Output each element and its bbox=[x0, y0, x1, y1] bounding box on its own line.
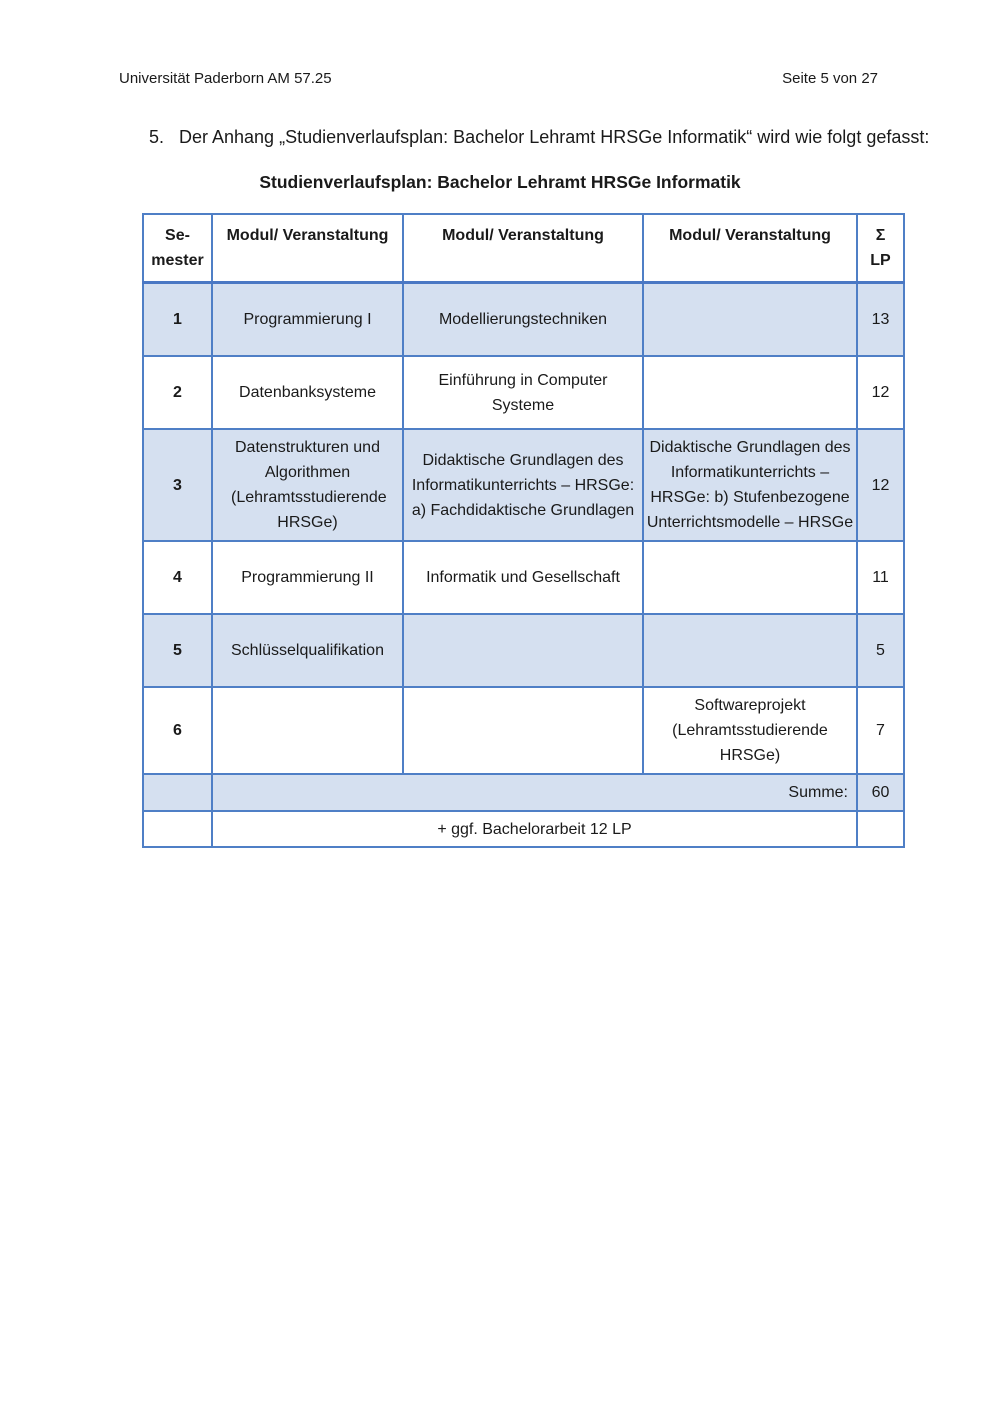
page-header-left: Universität Paderborn AM 57.25 bbox=[119, 70, 332, 87]
bachelor-note: + ggf. Bachelorarbeit 12 LP bbox=[212, 811, 857, 847]
header-module-2: Modul/ Veranstaltung bbox=[403, 214, 643, 283]
bachelor-lp-empty-cell bbox=[857, 811, 904, 847]
module-cell: Datenstrukturen und Algorithmen (Lehramtsstudierende HRSGe) bbox=[212, 429, 403, 541]
list-item-text: Der Anhang „Studienverlaufsplan: Bachelor Lehramt HRSGe Informatik“ wird wie folgt gefasst: bbox=[179, 127, 930, 147]
module-cell: Softwareprojekt (Lehramtsstudierende HRSGe) bbox=[643, 687, 857, 774]
bachelor-empty-cell bbox=[143, 811, 212, 847]
table-row bbox=[143, 614, 904, 687]
table-row bbox=[143, 541, 904, 614]
module-cell: Didaktische Grundlagen des Informatikunterrichts – HRSGe: a) Fachdidaktische Grundlagen bbox=[403, 429, 643, 541]
lp-cell: 13 bbox=[857, 283, 904, 357]
module-cell bbox=[643, 614, 857, 687]
semester-cell: 3 bbox=[143, 429, 212, 541]
table-row bbox=[143, 687, 904, 774]
header-module-3: Modul/ Veranstaltung bbox=[643, 214, 857, 283]
table-row bbox=[143, 283, 904, 357]
table-row bbox=[143, 429, 904, 541]
module-cell bbox=[643, 356, 857, 429]
semester-cell: 5 bbox=[143, 614, 212, 687]
semester-cell: 4 bbox=[143, 541, 212, 614]
bachelor-row bbox=[143, 811, 904, 847]
table-header-row bbox=[143, 214, 904, 283]
sum-value: 60 bbox=[857, 774, 904, 811]
module-cell: Programmierung I bbox=[212, 283, 403, 357]
header-semester: Se- mester bbox=[143, 214, 212, 283]
module-cell: Modellierungstechniken bbox=[403, 283, 643, 357]
module-cell bbox=[643, 541, 857, 614]
module-cell: Einführung in Computer Systeme bbox=[403, 356, 643, 429]
table-row bbox=[143, 356, 904, 429]
sum-row bbox=[143, 774, 904, 811]
header-module-1: Modul/ Veranstaltung bbox=[212, 214, 403, 283]
lp-cell: 12 bbox=[857, 356, 904, 429]
study-plan-table bbox=[142, 213, 905, 848]
lp-cell: 12 bbox=[857, 429, 904, 541]
lp-cell: 5 bbox=[857, 614, 904, 687]
sum-empty-cell bbox=[143, 774, 212, 811]
sum-label: Summe: bbox=[212, 774, 857, 811]
module-cell bbox=[403, 614, 643, 687]
list-item bbox=[149, 126, 929, 148]
list-item-number: 5. bbox=[149, 127, 165, 147]
lp-cell: 7 bbox=[857, 687, 904, 774]
module-cell bbox=[212, 687, 403, 774]
module-cell bbox=[643, 283, 857, 357]
header-lp: Σ LP bbox=[857, 214, 904, 283]
lp-cell: 11 bbox=[857, 541, 904, 614]
page-header-right: Seite 5 von 27 bbox=[782, 70, 878, 87]
module-cell: Didaktische Grundlagen des Informatikunterrichts – HRSGe: b) Stufenbezogene Unterrichtsmodelle – HRSGe bbox=[643, 429, 857, 541]
table-title: Studienverlaufsplan: Bachelor Lehramt HRSGe Informatik bbox=[259, 172, 741, 192]
module-cell: Programmierung II bbox=[212, 541, 403, 614]
semester-cell: 1 bbox=[143, 283, 212, 357]
module-cell bbox=[403, 687, 643, 774]
semester-cell: 6 bbox=[143, 687, 212, 774]
module-cell: Datenbanksysteme bbox=[212, 356, 403, 429]
module-cell: Informatik und Gesellschaft bbox=[403, 541, 643, 614]
semester-cell: 2 bbox=[143, 356, 212, 429]
module-cell: Schlüsselqualifikation bbox=[212, 614, 403, 687]
